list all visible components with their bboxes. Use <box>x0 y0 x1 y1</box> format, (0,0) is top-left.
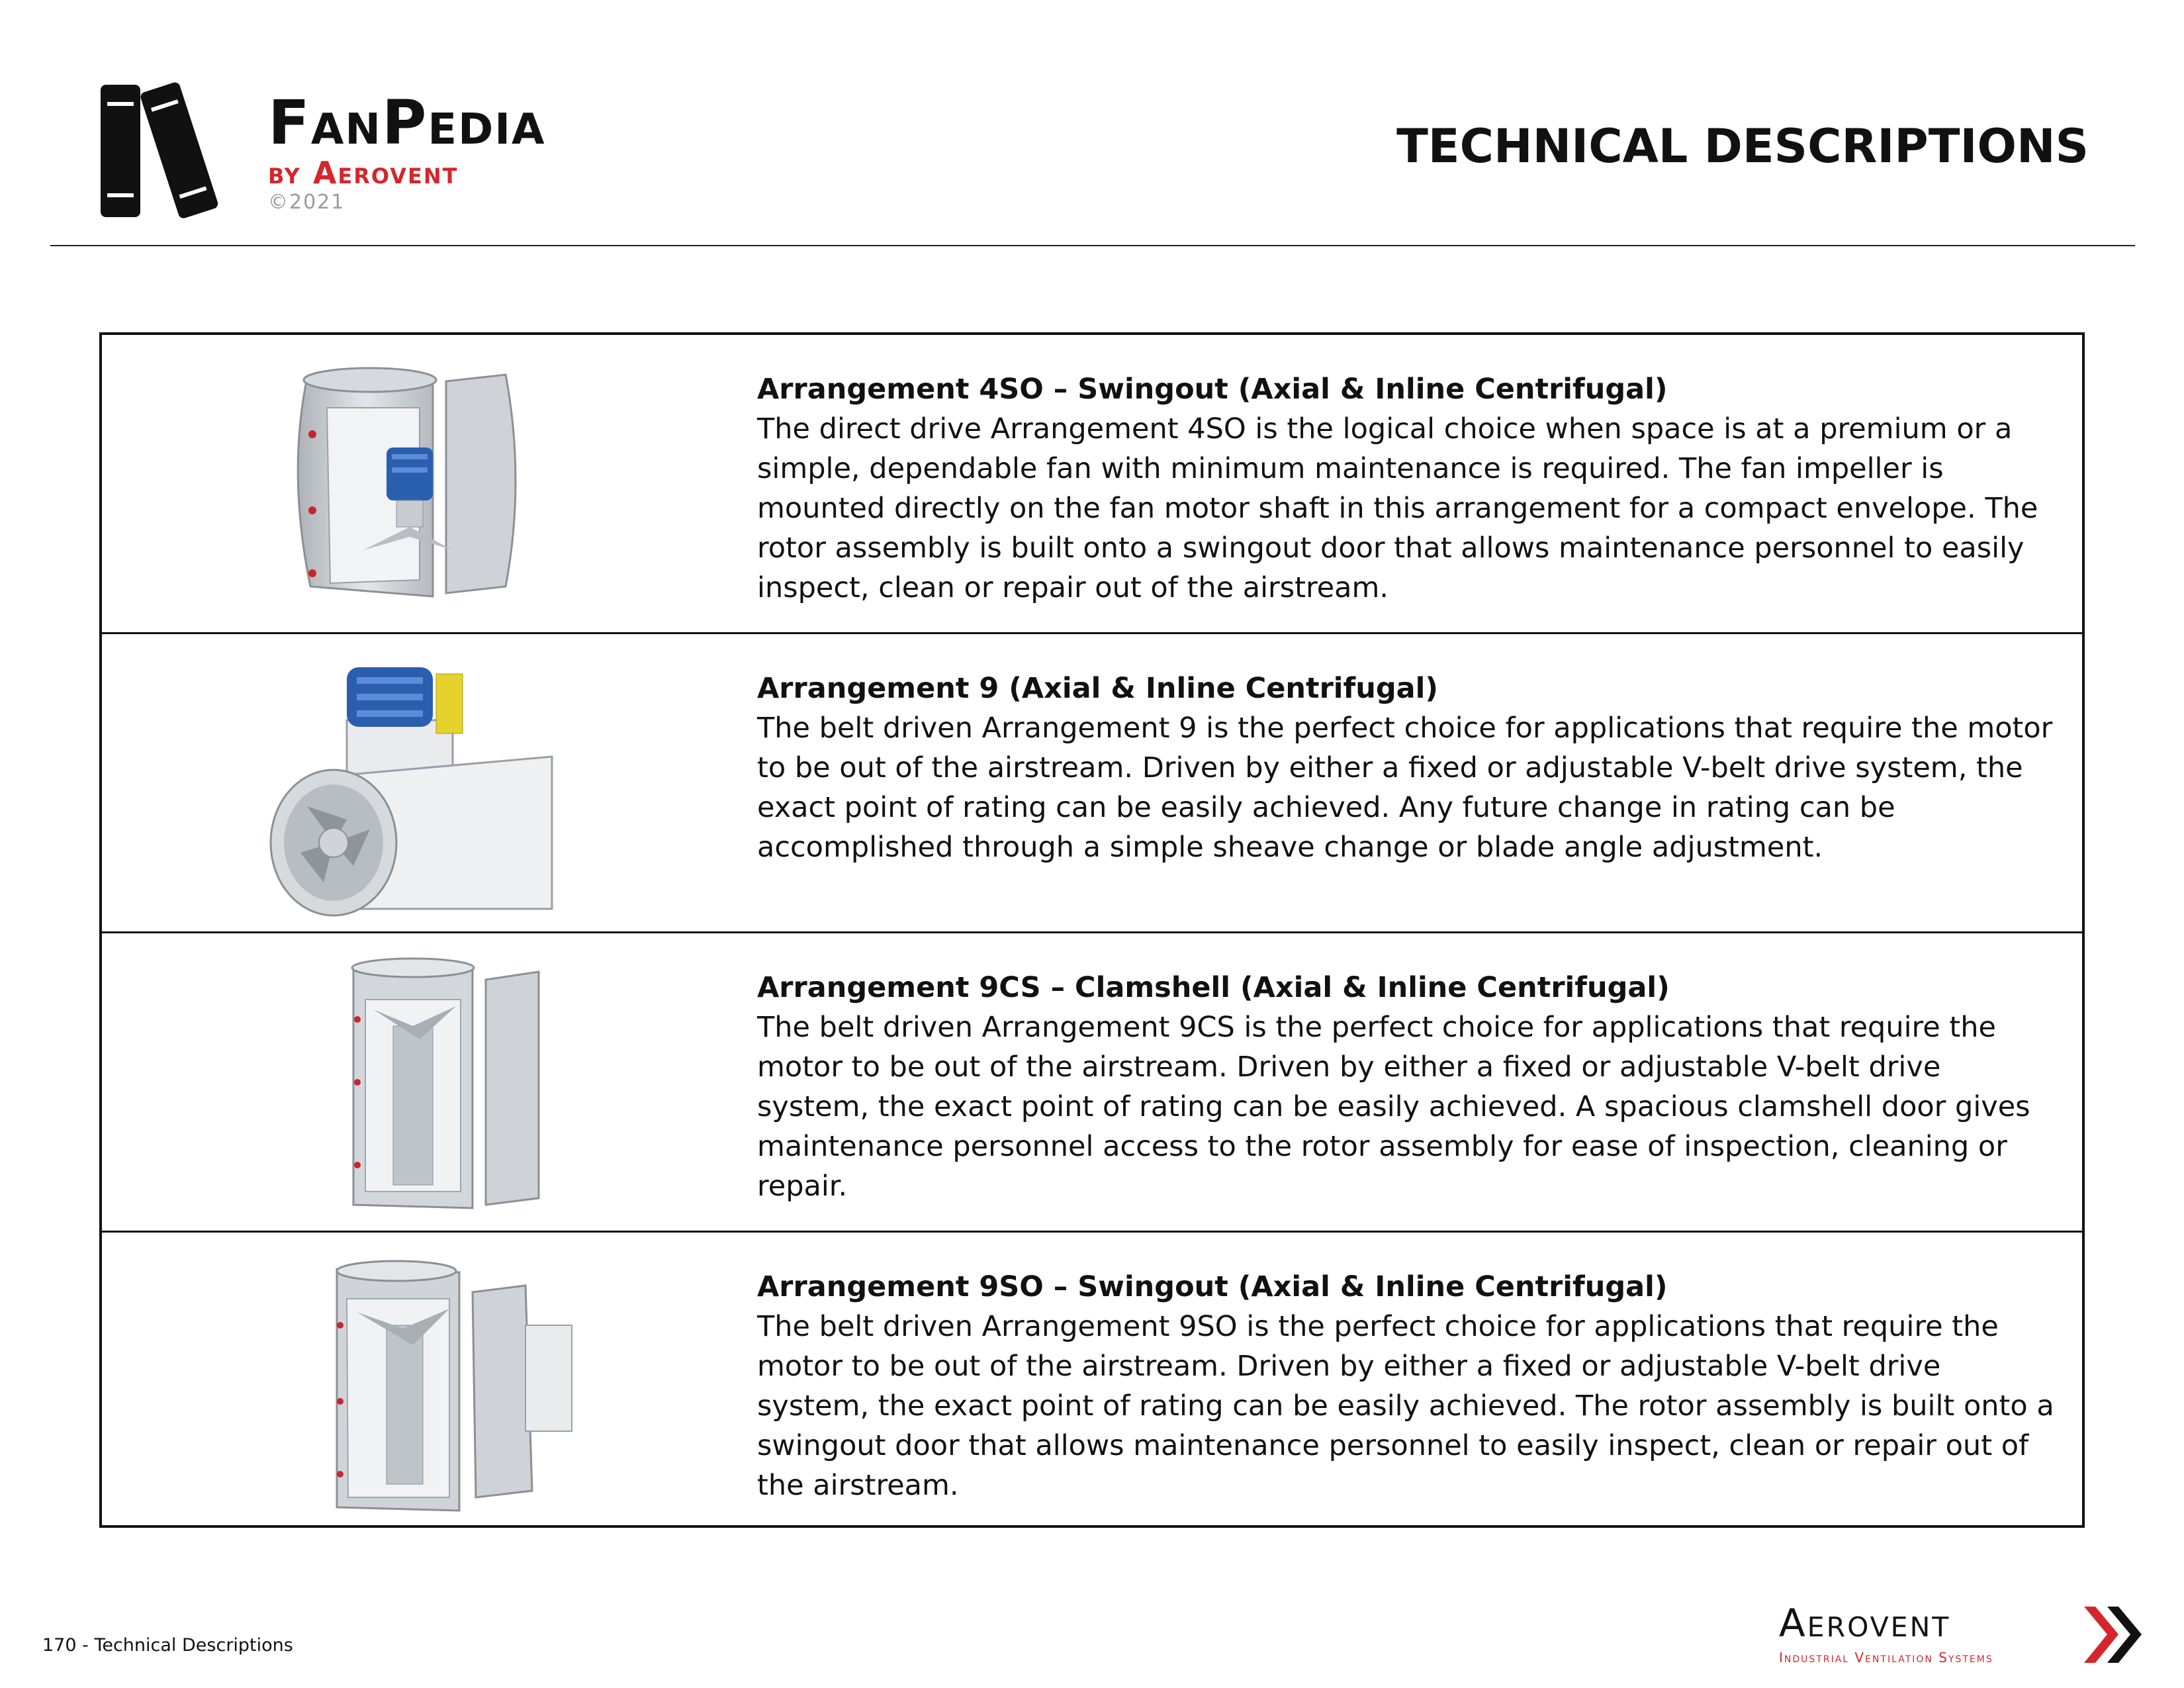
arrangement-title: Arrangement 9SO – Swingout (Axial & Inline Centrifugal) <box>757 1270 1668 1303</box>
header-divider <box>50 245 2135 246</box>
books-logo-icon <box>98 78 230 224</box>
arrangement-title: Arrangement 9CS – Clamshell (Axial & Inline Centrifugal) <box>757 971 1670 1004</box>
arrangements-table <box>99 332 2085 1528</box>
fan-4so-image <box>195 348 658 620</box>
fan-9so-image <box>195 1246 658 1517</box>
arrangement-title: Arrangement 4SO – Swingout (Axial & Inline Centrifugal) <box>757 373 1668 406</box>
page-number-label: 170 - Technical Descriptions <box>42 1635 293 1656</box>
aerovent-logo-tagline: Industrial Ventilation Systems <box>1779 1650 1993 1665</box>
row-description <box>757 369 2061 608</box>
row-description <box>757 669 2061 867</box>
table-row <box>102 933 2082 1233</box>
aerovent-logo <box>1779 1603 2150 1669</box>
arrangement-body: The belt driven Arrangement 9 is the perfect choice for applications that require the motor to be out of the airstream. Driven by either a fixed or adjustable V-belt drive system, the exact point of rating can be easily achieved. Any future change in rating can be accomplished through a simple sheave change or blade angle adjustment. <box>757 712 2053 864</box>
page-title: TECHNICAL DESCRIPTIONS <box>1396 119 2089 173</box>
aerovent-logo-name: Aerovent <box>1779 1601 1951 1646</box>
row-description <box>757 1267 2061 1505</box>
brand-name: FanPedia <box>268 87 546 158</box>
arrangement-body: The belt driven Arrangement 9SO is the perfect choice for applications that require the motor to be out of the airstream. Driven by either a fixed or adjustable V-belt drive system, the exact point of rating can be easily achieved. The rotor assembly is built onto a swingout door that allows maintenance personnel to easily inspect, clean or repair out of the airstream. <box>757 1310 2054 1502</box>
table-row <box>102 634 2082 933</box>
brand-subtitle: by Aerovent <box>268 155 459 191</box>
fan-9cs-image <box>195 947 658 1218</box>
row-description <box>757 968 2061 1206</box>
copyright: ©2021 <box>268 191 345 214</box>
chevron-double-icon <box>2081 1603 2147 1666</box>
fan-9-image <box>195 647 658 919</box>
arrangement-body: The direct drive Arrangement 4SO is the logical choice when space is at a premium or a simple, dependable fan with minimum maintenance is required. The fan impeller is mounted directly on the fan motor shaft in this arrangement for a compact envelope. The rotor assembly is built onto a swingout door that allows maintenance personnel to easily inspect, clean or repair out of the airstream. <box>757 412 2038 604</box>
arrangement-body: The belt driven Arrangement 9CS is the perfect choice for applications that require the motor to be out of the airstream. Driven by either a fixed or adjustable V-belt drive system, the exact point of rating can be easily achieved. A spacious clamshell door gives maintenance personnel access to the rotor assembly for ease of inspection, cleaning or repair. <box>757 1011 2030 1203</box>
arrangement-title: Arrangement 9 (Axial & Inline Centrifugal) <box>757 672 1439 705</box>
table-row <box>102 335 2082 634</box>
table-row <box>102 1233 2082 1532</box>
brand-block <box>268 87 546 214</box>
